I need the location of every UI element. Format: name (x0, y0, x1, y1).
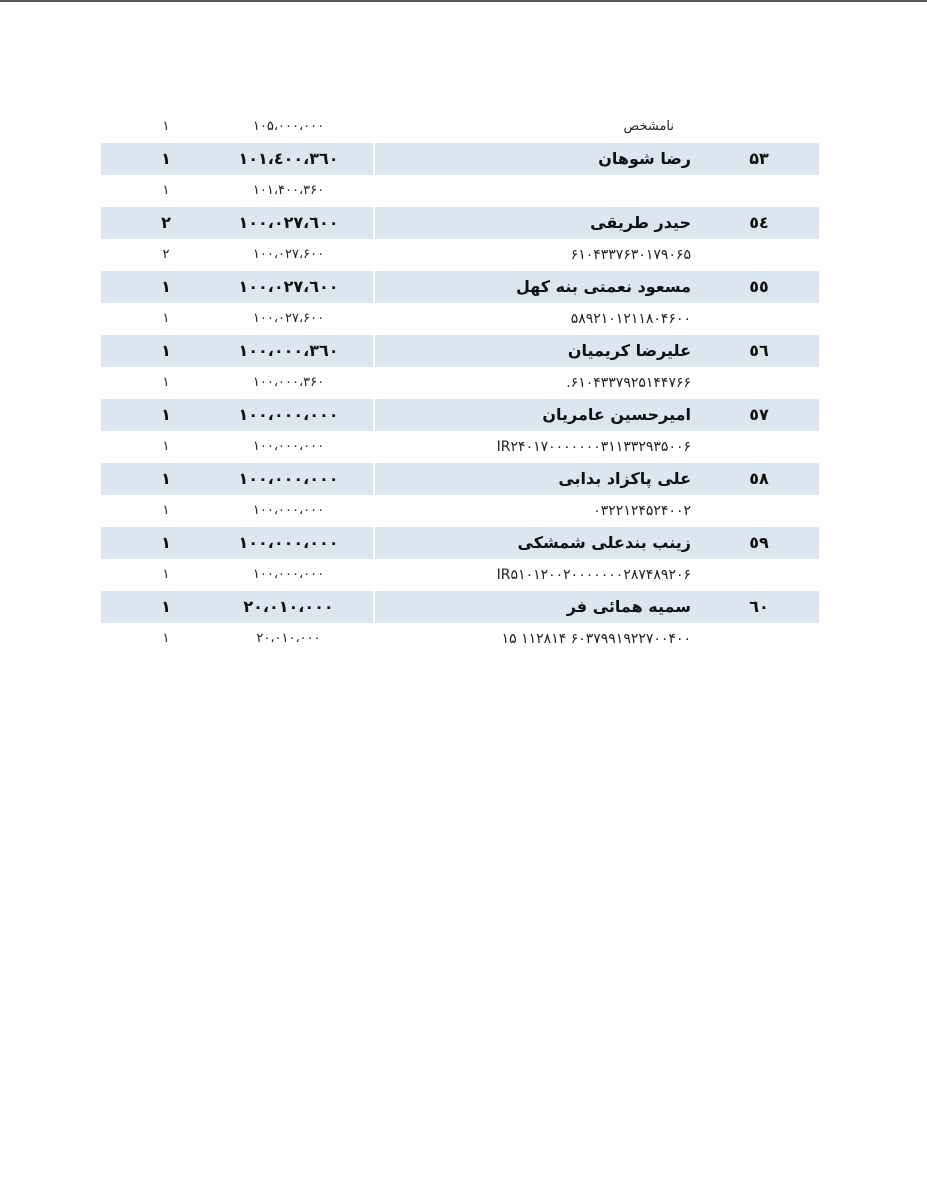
amount-cell: ۱۰۰،۰۰۰،۰۰۰ (238, 405, 339, 424)
count-cell: ۱ (161, 533, 171, 552)
count-cell: ۱ (162, 183, 170, 198)
amount-cell: ۱۰۵،۰۰۰،۰۰۰ (252, 119, 325, 134)
amount-cell: ۱۰۰،۰۰۰،۳۶۰ (252, 375, 325, 390)
count-cell: ۱ (162, 375, 170, 390)
row-number-cell: ٥٦ (749, 341, 769, 360)
amount-cell: ۱۰۱،٤۰۰،۳٦۰ (238, 149, 339, 168)
count-cell: ۱ (161, 469, 171, 488)
count-cell: ۱ (162, 567, 170, 582)
table-row-header (101, 591, 819, 623)
amount-cell: ۱۰۰،۰۲۷،۶۰۰ (252, 247, 325, 262)
amount-cell: ۱۰۰،۰۰۰،۰۰۰ (252, 503, 325, 518)
name-cell: حیدر طریقی (590, 213, 691, 232)
table-row-header (101, 399, 819, 431)
name-cell: علیرضا کریمیان (567, 341, 691, 360)
row-number-cell: ۵۳ (749, 149, 769, 168)
table-row (101, 303, 819, 335)
count-cell: ۱ (161, 149, 171, 168)
name-cell: علی پاکزاد بدابی (558, 469, 691, 488)
count-cell: ۱ (162, 631, 170, 646)
table-row (101, 559, 819, 591)
transactions-table (101, 111, 819, 655)
page-top-border (0, 0, 927, 2)
amount-cell: ۱۰۰،۰۰۰،۰۰۰ (238, 469, 339, 488)
amount-cell: ۱۰۱،۴۰۰،۳۶۰ (252, 183, 325, 198)
row-number-cell: ٥٥ (749, 277, 769, 296)
count-cell: ۱ (161, 405, 171, 424)
count-cell: ۲ (161, 213, 171, 232)
account-cell: ۰۳۲۲۱۲۴۵۲۴۰۰۲ (593, 503, 691, 519)
table-row (101, 175, 819, 207)
table-row-header (101, 335, 819, 367)
row-number-cell: ٥۷ (749, 405, 769, 424)
table-row-header (101, 271, 819, 303)
row-number-cell: ٥٤ (749, 213, 769, 232)
amount-cell: ۲۰،۰۱۰،۰۰۰ (243, 597, 334, 616)
amount-cell: ۱۰۰،۰۰۰،۰۰۰ (238, 533, 339, 552)
table-row (101, 367, 819, 399)
count-cell: ۲ (162, 247, 170, 262)
table-row-header (101, 527, 819, 559)
count-cell: ۱ (161, 277, 171, 296)
table-row (101, 495, 819, 527)
name-cell: مسعود نعمتی بنه کهل (515, 277, 691, 296)
count-cell: ۱ (162, 119, 170, 134)
amount-cell: ۱۰۰،۰۲۷،۶۰۰ (252, 311, 325, 326)
row-number-cell: ٦۰ (749, 597, 769, 616)
count-cell: ۱ (161, 597, 171, 616)
account-cell: ۶۱۰۴۳۳۷۶۳۰۱۷۹۰۶۵ (570, 247, 691, 263)
amount-cell: ۱۰۰،۰۲۷،٦۰۰ (238, 277, 339, 296)
amount-cell: ۱۰۰،۰۰۰،۰۰۰ (252, 567, 325, 582)
count-cell: ۱ (161, 341, 171, 360)
name-cell: سمیه همائی فر (566, 597, 691, 616)
amount-cell: ۱۰۰،۰۲۷،٦۰۰ (238, 213, 339, 232)
table-row (101, 431, 819, 463)
account-cell: ۵۸۹۲۱۰۱۲۱۱۸۰۴۶۰۰ (570, 311, 691, 327)
row-number-cell: ٥۹ (749, 533, 769, 552)
name-cell: امیرحسین عامریان (542, 405, 691, 424)
table-row (101, 623, 819, 655)
table-row (101, 111, 819, 143)
table-row (101, 239, 819, 271)
amount-cell: ۱۰۰،۰۰۰،۳٦۰ (238, 341, 339, 360)
name-cell: رضا شوهان (598, 149, 691, 168)
table-row-header (101, 463, 819, 495)
account-cell: ۶۱۰۴۳۳۷۹۲۵۱۴۴۷۶۶. (566, 375, 691, 391)
account-cell: IR۵۱۰۱۲۰۰۲۰۰۰۰۰۰۰۲۸۷۴۸۹۲۰۶ (496, 567, 691, 583)
count-cell: ۱ (162, 503, 170, 518)
amount-cell: ۱۰۰،۰۰۰،۰۰۰ (252, 439, 325, 454)
name-cell: زینب بندعلی شمشکی (517, 533, 691, 552)
account-cell (291, 175, 691, 207)
count-cell: ۱ (162, 311, 170, 326)
count-cell: ۱ (162, 439, 170, 454)
account-cell: ۶۰۳۷۹۹۱۹۲۲۷۰۰۴۰۰ ۱۱۲۸۱۴ ۱۵ (501, 631, 691, 647)
table-row-header (101, 143, 819, 175)
account-cell: نامشخص (623, 119, 674, 134)
table-row-header (101, 207, 819, 239)
account-cell: IR۲۴۰۱۷۰۰۰۰۰۰۰۳۱۱۳۳۲۹۳۵۰۰۶ (496, 439, 691, 455)
amount-cell: ۲۰،۰۱۰،۰۰۰ (256, 631, 321, 646)
row-number-cell: ٥۸ (749, 469, 769, 488)
